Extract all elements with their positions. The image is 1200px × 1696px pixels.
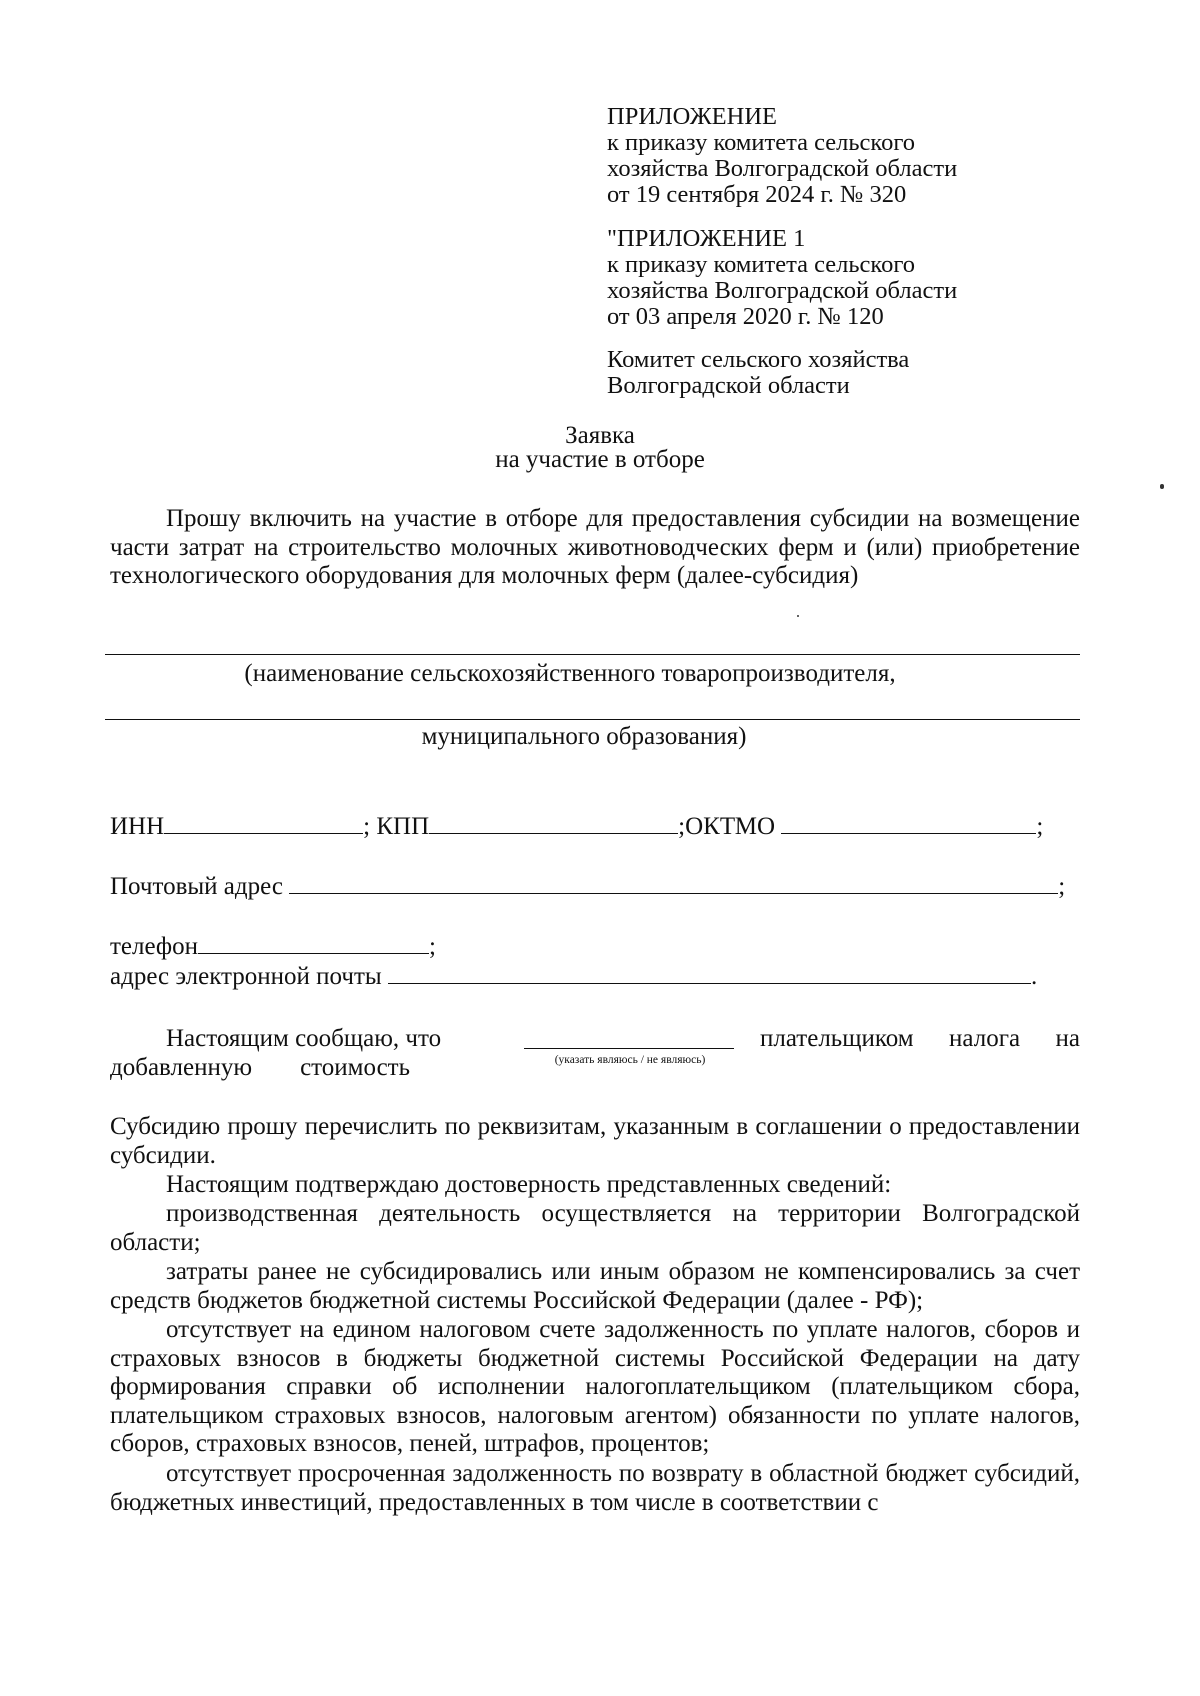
vat-status-field[interactable] <box>524 1026 734 1049</box>
kpp-label: ; КПП <box>363 813 430 840</box>
addressee-block <box>607 347 909 399</box>
inn-label: ИНН <box>110 813 165 840</box>
header-line: Комитет сельского хозяйства <box>607 346 910 373</box>
email-field[interactable] <box>388 963 1031 984</box>
phone-label: телефон <box>110 933 198 960</box>
header-line: хозяйства Волгоградской области <box>607 155 958 182</box>
header-line: к приказу комитета сельского <box>607 129 916 156</box>
costs-paragraph: затраты ранее не субсидировались или иным образом не компенсировались за счет средств бюджетов бюджетной системы Российской Федерации (далее - РФ); <box>110 1258 1080 1314</box>
vat-hint: (указать являюсь / не являюсь) <box>554 1054 706 1066</box>
email-label: адрес электронной почты <box>110 963 382 990</box>
tax-ids-end: ; <box>1036 813 1044 840</box>
producer-name-line[interactable] <box>105 654 1080 655</box>
transfer-paragraph: Субсидию прошу перечислить по реквизитам, указанным в соглашении о предоставлении субсидии. <box>110 1113 1080 1169</box>
postal-address-label: Почтовый адрес <box>110 873 283 900</box>
postal-address-field[interactable] <box>289 873 1058 894</box>
tax-ids-row <box>110 813 1080 841</box>
phone-end: ; <box>428 933 436 960</box>
vat-text-right: плательщиком налога на <box>760 1025 1080 1052</box>
header-line: Волгоградской области <box>607 372 850 399</box>
intro-paragraph: Прошу включить на участие в отборе для предоставления субсидии на возмещение части затрат на строительство молочных животноводческих ферм и (или) приобретение технологического оборудования для молочных ферм (далее-субсидия) <box>110 505 1080 589</box>
original-appendix-header <box>607 226 957 330</box>
phone-field[interactable] <box>198 933 429 954</box>
phone-row <box>110 933 1080 961</box>
scan-speck <box>797 615 799 617</box>
header-line: от 03 апреля 2020 г. № 120 <box>607 303 884 330</box>
email-row <box>110 963 1080 991</box>
document-subtitle: на участие в отборе <box>495 446 705 473</box>
municipality-caption: муниципального образования) <box>421 723 747 750</box>
header-line: к приказу комитета сельского <box>607 251 916 278</box>
vat-text-line2: добавленную стоимость <box>110 1054 410 1081</box>
oktmo-label: ;ОКТМО <box>678 813 776 840</box>
confirm-paragraph: Настоящим подтверждаю достоверность представленных сведений: <box>166 1171 892 1198</box>
header-line: хозяйства Волгоградской области <box>607 277 958 304</box>
document-title: Заявка <box>565 422 635 449</box>
header-line: "ПРИЛОЖЕНИЕ 1 <box>607 225 806 252</box>
scan-speck <box>1160 484 1164 489</box>
header-line: ПРИЛОЖЕНИЕ <box>607 103 777 130</box>
postal-address-end: ; <box>1058 873 1066 900</box>
inn-field[interactable] <box>164 813 363 834</box>
overdue-debt-paragraph: отсутствует просроченная задолженность по возврату в областной бюджет субсидий, бюджетных инвестиций, предоставленных в том числе в соответствии с <box>110 1460 1080 1516</box>
oktmo-field[interactable] <box>781 813 1036 834</box>
tax-debt-paragraph: отсутствует на едином налоговом счете задолженность по уплате налогов, сборов и страховых взносов в бюджеты бюджетной системы Российской Федерации на дату формирования справки об исполнении налогоплательщиком (плательщиком сбора, плательщиком страховых взносов, налоговым агентом) обязанности по уплате налогов, сборов, страховых взносов, пеней, штрафов, процентов; <box>110 1316 1080 1457</box>
postal-address-row <box>110 873 1080 901</box>
order-appendix-header <box>607 104 957 208</box>
email-end: . <box>1030 963 1038 990</box>
activity-paragraph: производственная деятельность осуществляется на территории Волгоградской области; <box>110 1200 1080 1256</box>
municipality-line[interactable] <box>105 719 1080 720</box>
producer-caption: (наименование сельскохозяйственного товаропроизводителя, <box>244 660 896 687</box>
header-line: от 19 сентября 2024 г. № 320 <box>607 181 907 208</box>
kpp-field[interactable] <box>429 813 678 834</box>
vat-text-left: Настоящим сообщаю, что <box>166 1025 442 1052</box>
